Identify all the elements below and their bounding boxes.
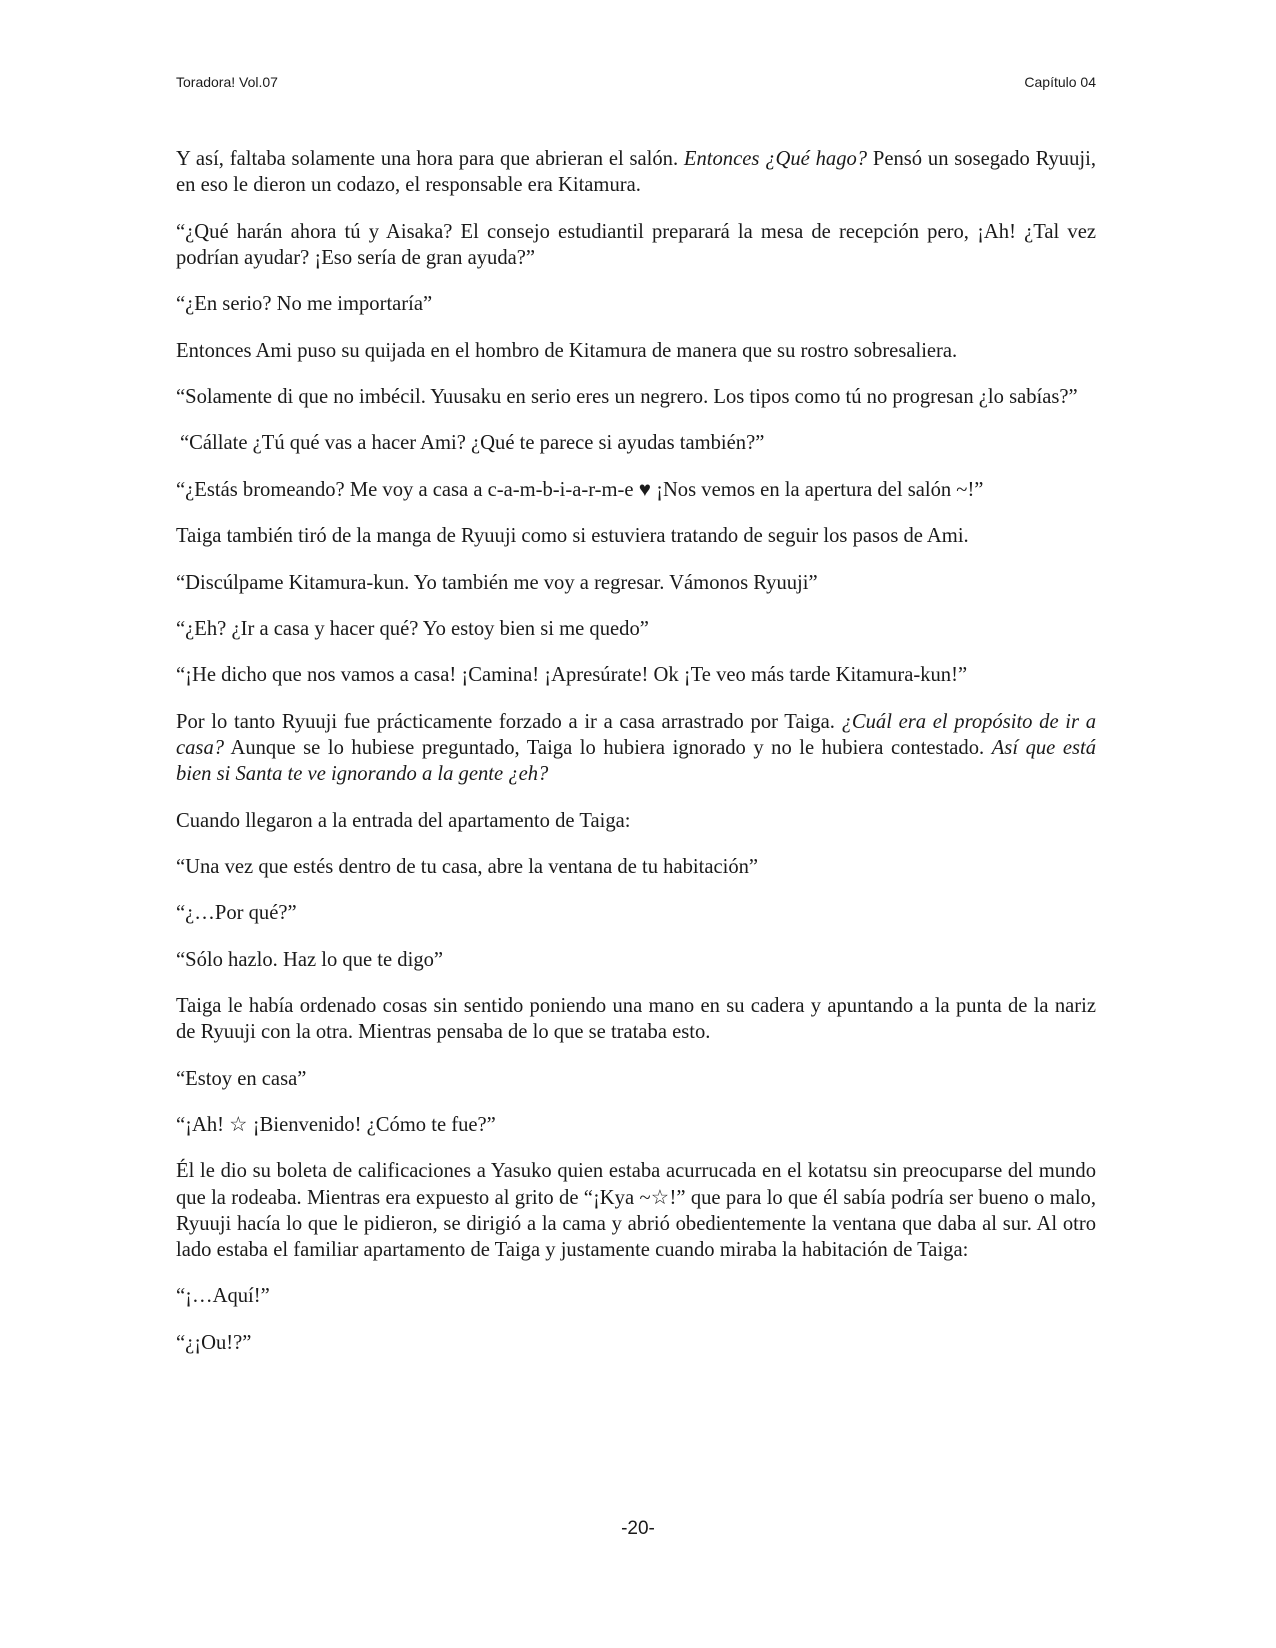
body-text	[176, 146, 1096, 1376]
text-span: “¿Estás bromeando? Me voy a casa a c-a-m-b-i-a-r-m-e ♥ ¡Nos vemos en la apertura del salón ~!”	[176, 478, 984, 501]
text-span: “Discúlpame Kitamura-kun. Yo también me voy a regresar. Vámonos Ryuuji”	[176, 571, 818, 594]
header-chapter: Capítulo 04	[1024, 74, 1096, 90]
paragraph	[176, 854, 1096, 880]
paragraph	[176, 219, 1096, 271]
paragraph	[176, 709, 1096, 788]
text-span: “¡He dicho que nos vamos a casa! ¡Camina! ¡Apresúrate! Ok ¡Te veo más tarde Kitamura-kun!”	[176, 664, 968, 687]
paragraph	[176, 477, 1096, 503]
paragraph	[176, 900, 1096, 926]
text-span: “Cállate ¿Tú qué vas a hacer Ami? ¿Qué te parece si ayudas también?”	[180, 432, 765, 455]
text-span: “¿Qué harán ahora tú y Aisaka? El consejo estudiantil preparará la mesa de recepción pero, ¡Ah! ¿Tal vez podrían ayudar? ¡Eso sería de gran ayuda?”	[176, 220, 1096, 269]
italic-text: ¿Cuál era el propósito de ir a casa?	[176, 710, 1097, 759]
text-span: Aunque se lo hubiese preguntado, Taiga lo hubiera ignorado y no le hubiera contestado.	[224, 736, 992, 759]
header-book-title: Toradora! Vol.07	[176, 74, 278, 90]
text-span: Taiga también tiró de la manga de Ryuuji como si estuviera tratando de seguir los pasos de Ami.	[176, 525, 969, 548]
italic-text: Entonces ¿Qué hago?	[683, 148, 868, 170]
paragraph	[176, 1158, 1096, 1263]
paragraph	[176, 1112, 1096, 1138]
text-span: “¡Ah! ☆ ¡Bienvenido! ¿Cómo te fue?”	[176, 1114, 496, 1137]
text-span: Pensó un sosegado Ryuuji, en eso le dieron un codazo, el responsable era Kitamura.	[176, 148, 1096, 197]
text-span: “¿¡Ou!?”	[176, 1331, 252, 1354]
paragraph	[176, 291, 1096, 317]
paragraph	[176, 384, 1096, 410]
text-span: “¿En serio? No me importaría”	[176, 293, 433, 316]
paragraph	[176, 570, 1096, 596]
text-span: “Estoy en casa”	[176, 1067, 307, 1090]
page-number: -20-	[621, 1518, 655, 1539]
page-header	[176, 74, 1096, 94]
text-span: Él le dio su boleta de calificaciones a Yasuko quien estaba acurrucada en el kotatsu sin preocuparse del mundo que la rodeaba. Mientras era expuesto al grito de “¡Kya ~☆!” que para lo que él sabía podría ser bueno o malo, Ryuuji hacía lo que le pidieron, se dirigió a la cama y abrió obedientemente la ventana que daba al sur. Al otro lado estaba el familiar apartamento de Taiga y justamente cuando miraba la habitación de Taiga:	[176, 1160, 1096, 1262]
text-span: Cuando llegaron a la entrada del apartamento de Taiga:	[176, 809, 631, 832]
paragraph	[176, 947, 1096, 973]
paragraph	[176, 1283, 1096, 1309]
paragraph	[176, 808, 1096, 834]
paragraph	[176, 616, 1096, 642]
text-span: Y así, faltaba solamente una hora para que abrieran el salón.	[176, 148, 684, 170]
text-span: “¡…Aquí!”	[176, 1285, 270, 1308]
italic-text: Así que está bien si Santa te ve ignorando a la gente ¿eh?	[176, 736, 1097, 786]
text-span: Por lo tanto Ryuuji fue prácticamente forzado a ir a casa arrastrado por Taiga.	[176, 710, 842, 733]
text-span: “Sólo hazlo. Haz lo que te digo”	[176, 948, 444, 971]
paragraph	[176, 993, 1096, 1045]
paragraph	[176, 146, 1096, 198]
paragraph	[176, 338, 1096, 364]
paragraph	[176, 523, 1096, 549]
paragraph	[176, 1330, 1096, 1356]
text-span: “¿…Por qué?”	[176, 902, 297, 925]
paragraph	[176, 1066, 1096, 1092]
paragraph	[176, 430, 1096, 456]
text-span: Entonces Ami puso su quijada en el hombro de Kitamura de manera que su rostro sobresaliera.	[176, 339, 958, 362]
text-span: “Una vez que estés dentro de tu casa, abre la ventana de tu habitación”	[176, 855, 759, 878]
text-span: Taiga le había ordenado cosas sin sentido poniendo una mano en su cadera y apuntando a la punta de la nariz de Ryuuji con la otra. Mientras pensaba de lo que se trataba esto.	[176, 995, 1096, 1044]
paragraph	[176, 662, 1096, 688]
text-span: “¿Eh? ¿Ir a casa y hacer qué? Yo estoy bien si me quedo”	[176, 617, 649, 640]
text-span: “Solamente di que no imbécil. Yuusaku en serio eres un negrero. Los tipos como tú no progresan ¿lo sabías?”	[176, 385, 1078, 408]
